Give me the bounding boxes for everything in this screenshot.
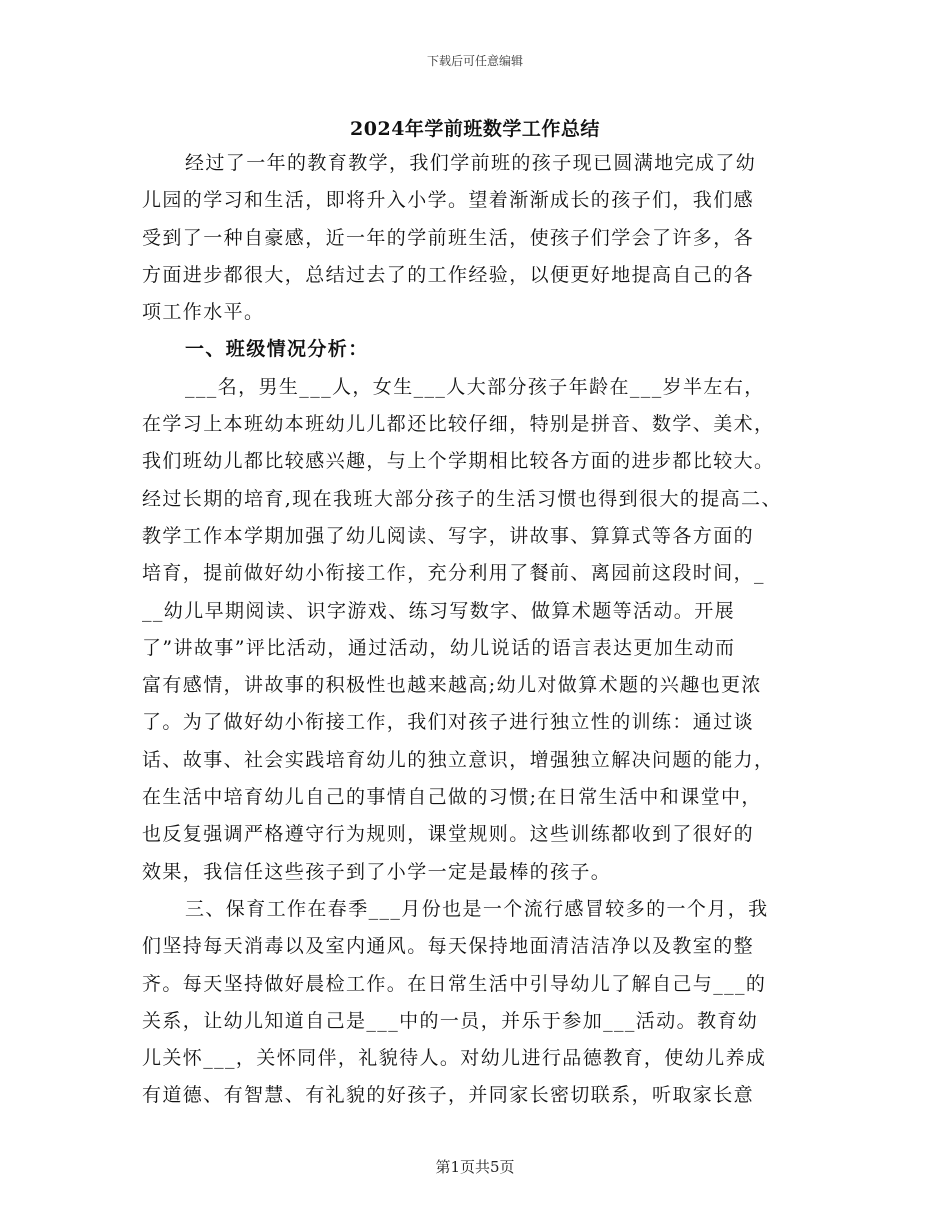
paragraph-line: 有道德、有智慧、有礼貌的好孩子，并同家长密切联系，听取家长意 bbox=[142, 1084, 755, 1107]
paragraph-line: 培育，提前做好幼小衔接工作，充分利用了餐前、离园前这段时间，_ bbox=[142, 562, 765, 585]
paragraph-line: 在生活中培育幼儿自己的事情自己做的习惯;在日常生活中和课堂中， bbox=[142, 786, 762, 809]
paragraph-line: __幼儿早期阅读、识字游戏、练习写数字、做算术题等活动。开展 bbox=[142, 599, 736, 622]
paragraph-line: 了”讲故事”评比活动，通过活动，幼儿说话的语言表达更加生动而 bbox=[142, 636, 736, 659]
paragraph-line: ___名，男生___人，女生___人大部分孩子年龄在___岁半左右， bbox=[185, 375, 765, 398]
paragraph-line: 效果，我信任这些孩子到了小学一定是最棒的孩子。 bbox=[142, 860, 612, 883]
paragraph-line: 关系，让幼儿知道自己是___中的一员，并乐于参加___活动。教育幼 bbox=[142, 1009, 759, 1032]
paragraph-line: 方面进步都很大，总结过去了的工作经验，以便更好地提高自己的各 bbox=[142, 263, 755, 286]
paragraph-line: 们坚持每天消毒以及室内通风。每天保持地面清洁洁净以及教室的整 bbox=[142, 935, 755, 958]
page-number: 第1页共5页 bbox=[435, 1158, 515, 1176]
paragraph-line: 了。为了做好幼小衔接工作，我们对孩子进行独立性的训练：通过谈 bbox=[142, 711, 755, 734]
paragraph-line: 教学工作本学期加强了幼儿阅读、写字，讲故事、算算式等各方面的 bbox=[142, 524, 755, 547]
paragraph-line: 话、故事、社会实践培育幼儿的独立意识，增强独立解决问题的能力， bbox=[142, 748, 775, 771]
paragraph-line: 也反复强调严格遵守行为规则，课堂规则。这些训练都收到了很好的 bbox=[142, 823, 755, 846]
paragraph-line: 儿关怀___，关怀同伴，礼貌待人。对幼儿进行品德教育，使幼儿养成 bbox=[142, 1047, 767, 1070]
document-title: 2024年学前班数学工作总结 bbox=[350, 118, 600, 140]
section-heading: 一、班级情况分析： bbox=[185, 338, 369, 361]
paragraph-line: 经过了一年的教育教学，我们学前班的孩子现已圆满地完成了幼 bbox=[185, 152, 757, 174]
paragraph-line: 受到了一种自豪感，近一年的学前班生活，使孩子们学会了许多，各 bbox=[142, 226, 755, 249]
paragraph-line: 经过长期的培育,现在我班大部分孩子的生活习惯也得到很大的提高二、 bbox=[142, 487, 782, 510]
paragraph-line: 项工作水平。 bbox=[142, 301, 265, 324]
document-body bbox=[142, 145, 810, 1115]
paragraph-line: 三、保育工作在春季___月份也是一个流行感冒较多的一个月，我 bbox=[185, 897, 769, 920]
paragraph-line: 儿园的学习和生活，即将升入小学。望着渐渐成长的孩子们，我们感 bbox=[142, 189, 755, 212]
paragraph-line: 齐。每天坚持做好晨检工作。在日常生活中引导幼儿了解自己与___的 bbox=[142, 972, 767, 995]
paragraph-line: 我们班幼儿都比较感兴趣，与上个学期相比较各方面的进步都比较大。 bbox=[142, 450, 775, 473]
paragraph-line: 富有感情，讲故事的积极性也越来越高;幼儿对做算术题的兴趣也更浓 bbox=[142, 674, 762, 697]
paragraph-line: 在学习上本班幼本班幼儿儿都还比较仔细，特别是拼音、数学、美术， bbox=[142, 413, 775, 436]
page-header-note: 下载后可任意编辑 bbox=[426, 54, 523, 68]
